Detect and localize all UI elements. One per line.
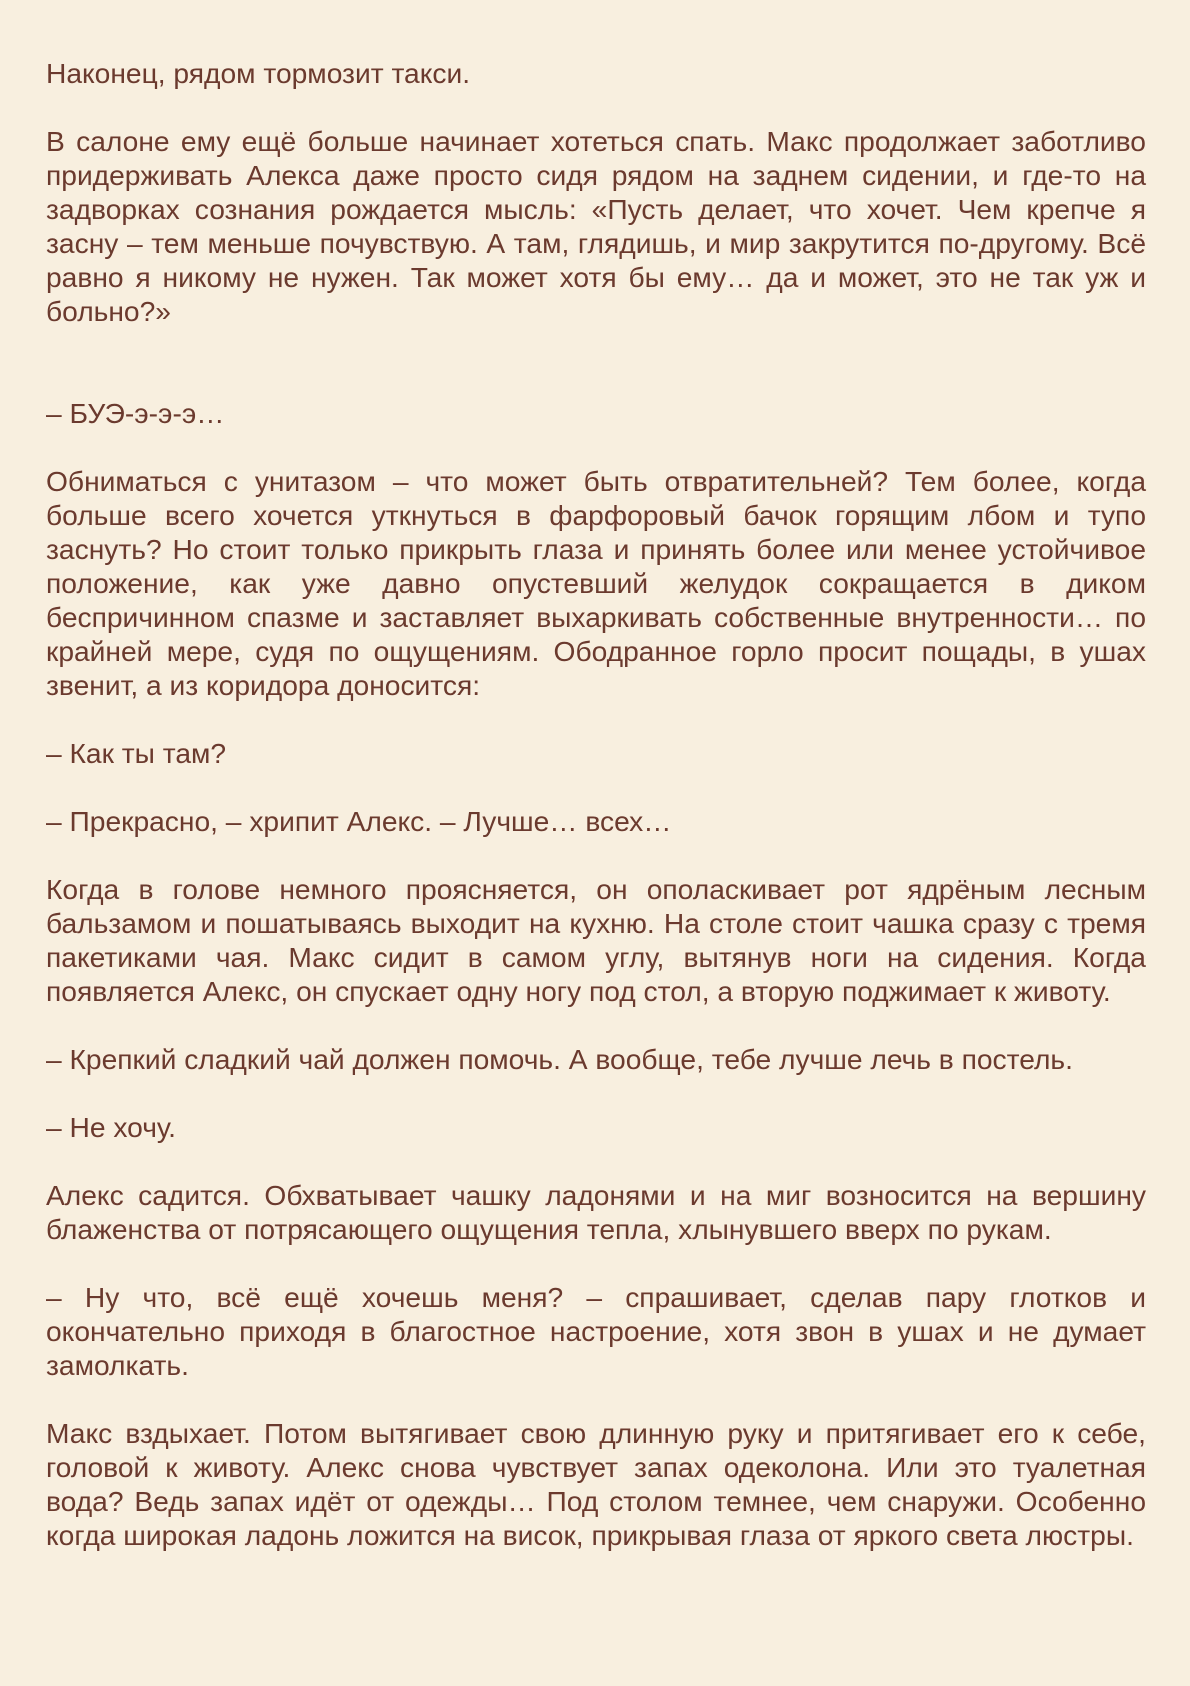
paragraph-wonderful: – Прекрасно, – хрипит Алекс. – Лучше… всех… <box>46 805 672 837</box>
paragraph-how-are-you: – Как ты там? <box>46 737 227 769</box>
paragraph-sighs: Макс вздыхает. Потом вытягивает свою длинную руку и притягивает его к себе, головой к животу. Алекс снова чувствует запах одеколона. Или это туалетная вода? Ведь запах идёт от одежды… Под столом темнее, чем снаружи. Особенно когда широкая ладонь ложится на висок, прикрывая глаза от яркого света люстры. <box>46 1417 1146 1551</box>
paragraph-bue: – БУЭ-э-э-э… <box>46 397 225 429</box>
paragraph-dont-want: – Не хочу. <box>46 1111 176 1143</box>
paragraph-tea: – Крепкий сладкий чай должен помочь. А вообще, тебе лучше лечь в постель. <box>46 1043 1073 1075</box>
paragraph-question: – Ну что, всё ещё хочешь меня? – спрашивает, сделав пару глотков и окончательно приходя в благостное настроение, хотя звон в ушах и не думает замолкать. <box>46 1281 1146 1381</box>
paragraph-taxi: Наконец, рядом тормозит такси. <box>46 57 471 89</box>
paragraph-toilet: Обниматься с унитазом – что может быть отвратительней? Тем более, когда больше всего хочется уткнуться в фарфоровый бачок горящим лбом и тупо заснуть? Но стоит только прикрыть глаза и принять более или менее устойчивое положение, как уже давно опустевший желудок сокращается в диком беспричинном спазме и заставляет выхаркивать собственные внутренности… по крайней мере, судя по ощущениям. Ободранное горло просит пощады, в ушах звенит, а из коридора доносится: <box>46 465 1146 701</box>
scene-break <box>46 362 1146 396</box>
paragraph-salon: В салоне ему ещё больше начинает хотеться спать. Макс продолжает заботливо придерживать Алекса даже просто сидя рядом на заднем сидении, и где-то на задворках сознания рождается мысль: «Пусть делает, что хочет. Чем крепче я засну – тем меньше почувствую. А там, глядишь, и мир закрутится по-другому. Всё равно я никому не нужен. Так может хотя бы ему… да и может, это не так уж и больно?» <box>46 125 1146 327</box>
paragraph-kitchen: Когда в голове немного проясняется, он ополаскивает рот ядрёным лесным бальзамом и пошатываясь выходит на кухню. На столе стоит чашка сразу с тремя пакетиками чая. Макс сидит в самом углу, вытянув ноги на сидения. Когда появляется Алекс, он спускает одну ногу под стол, а вторую поджимает к животу. <box>46 873 1146 1007</box>
paragraph-sits: Алекс садится. Обхватывает чашку ладонями и на миг возносится на вершину блаженства от потрясающего ощущения тепла, хлынувшего вверх по рукам. <box>46 1179 1146 1245</box>
